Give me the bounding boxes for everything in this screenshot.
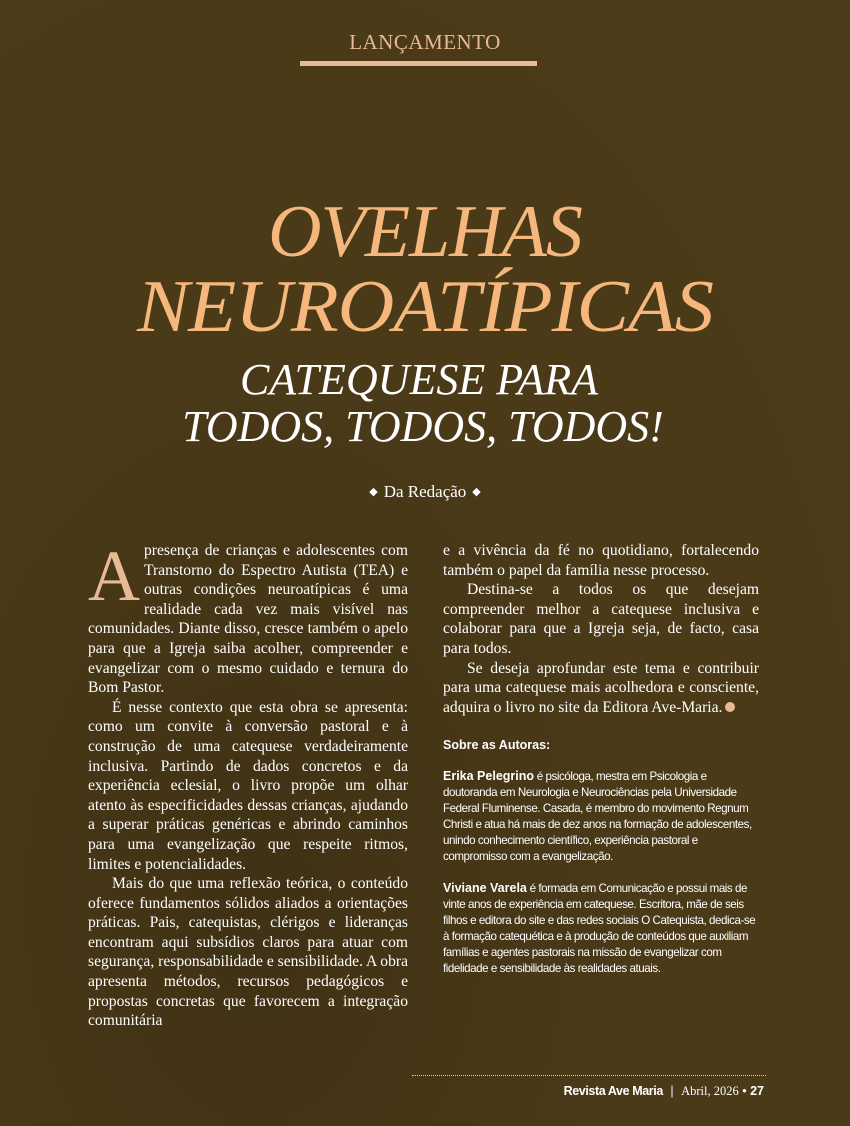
paragraph-1 [88,536,408,698]
subtitle-line-1: CATEQUESE PARA [239,355,599,404]
drop-cap: A [88,536,140,616]
byline-text: Da Redação [383,482,467,501]
magazine-name: Revista Ave Maria [563,1084,663,1098]
section-label: LANÇAMENTO [349,30,501,54]
footer-bullet: • [742,1084,747,1098]
authors-heading: Sobre as Autoras: [443,738,551,753]
author-2 [443,880,761,977]
paragraph-5 [443,659,759,718]
author-2-name: Viviane Varela [443,881,527,896]
author-2-bio: é formada em Comunicação e possui mais de vinte anos de experiência em catequese. Escritora, mãe de seis filhos e editora do site e das redes sociais O Catequista, dedica-se à formação catequética e à produção de conteúdos que auxiliam famílias e agentes pastorais na missão de evangelizar com fidelidade e sensibilidade às realidades atuais. [443,882,756,976]
issue-date: Abril, 2026 [681,1084,739,1098]
page-number: 27 [750,1084,764,1098]
section-rule [300,61,537,66]
diamond-icon: ◆ [369,486,378,498]
paragraph-3: Mais do que uma reflexão teórica, o conteúdo oferece fundamentos sólidos aliados a orientações práticas. Pais, catequistas, clérigos e lideranças encontram aqui subsídios claros para atuar com segurança, responsabilidade e sensibilidade. A obra apresenta métodos, recursos pedagógicos e propostas concretas que favorecem a integração comunitária [88,875,409,1030]
article-column-right [443,541,759,717]
footer-separator: | [670,1084,674,1098]
paragraph-2: É nesse contexto que esta obra se apresenta: como um convite à conversão pastoral e à construção de uma catequese verdadeiramente inclusiva. Partindo de dados concretos e da experiência eclesial, o livro propõe um olhar atento às especificidades dessas crianças, ajudando a superar práticas genéricas e abrindo caminhos para uma evangelização que respeite ritmos, limites e potencialidades. [88,698,408,873]
byline [0,482,850,502]
subtitle-line-2: TODOS, TODOS, TODOS! [182,402,664,451]
author-1-bio: é psicóloga, mestra em Psicologia e doutoranda em Neurologia e Neurociências pela Universidade Federal Fluminense. Casada, é membro do movimento Regnum Christi e atua há mais de dez anos na formação de adolescentes, unindo conhecimento científico, experiência pastoral e compromisso com a evangelização. [443,770,752,864]
paragraph-4: Destina-se a todos os que desejam compreender melhor a catequese inclusiva e colaborar para que a Igreja seja, de facto, casa para todos. [443,581,759,657]
page-footer [564,1084,764,1099]
article-column-left [88,536,409,1031]
authors-box [443,737,761,977]
right-column [443,541,761,992]
author-1 [443,768,761,865]
end-mark-icon [725,702,735,712]
title-line-2: NEUROATÍPICAS [137,266,713,348]
footer-divider [412,1075,766,1076]
paragraph-5-text: Se deseja aprofundar este tema e contribuir para uma catequese mais acolhedora e consciente, adquira o livro no site da Editora Ave-Maria. [443,659,759,716]
paragraph-3-continued: e a vivência da fé no quotidiano, fortalecendo também o papel da família nesse processo. [443,542,759,579]
paragraph-1-text: presença de crianças e adolescentes com Transtorno do Espectro Autista (TEA) e outras condições neuroatípicas é uma realidade cada vez mais visível nas comunidades. Diante disso, cresce também o apelo para que a Igreja saiba acolher, compreender e evangelizar com o mesmo cuidado e ternura do Bom Pastor. [88,542,408,697]
diamond-icon: ◆ [472,486,481,498]
author-1-name: Erika Pelegrino [443,769,535,784]
title-line-1: OVELHAS [268,191,582,273]
